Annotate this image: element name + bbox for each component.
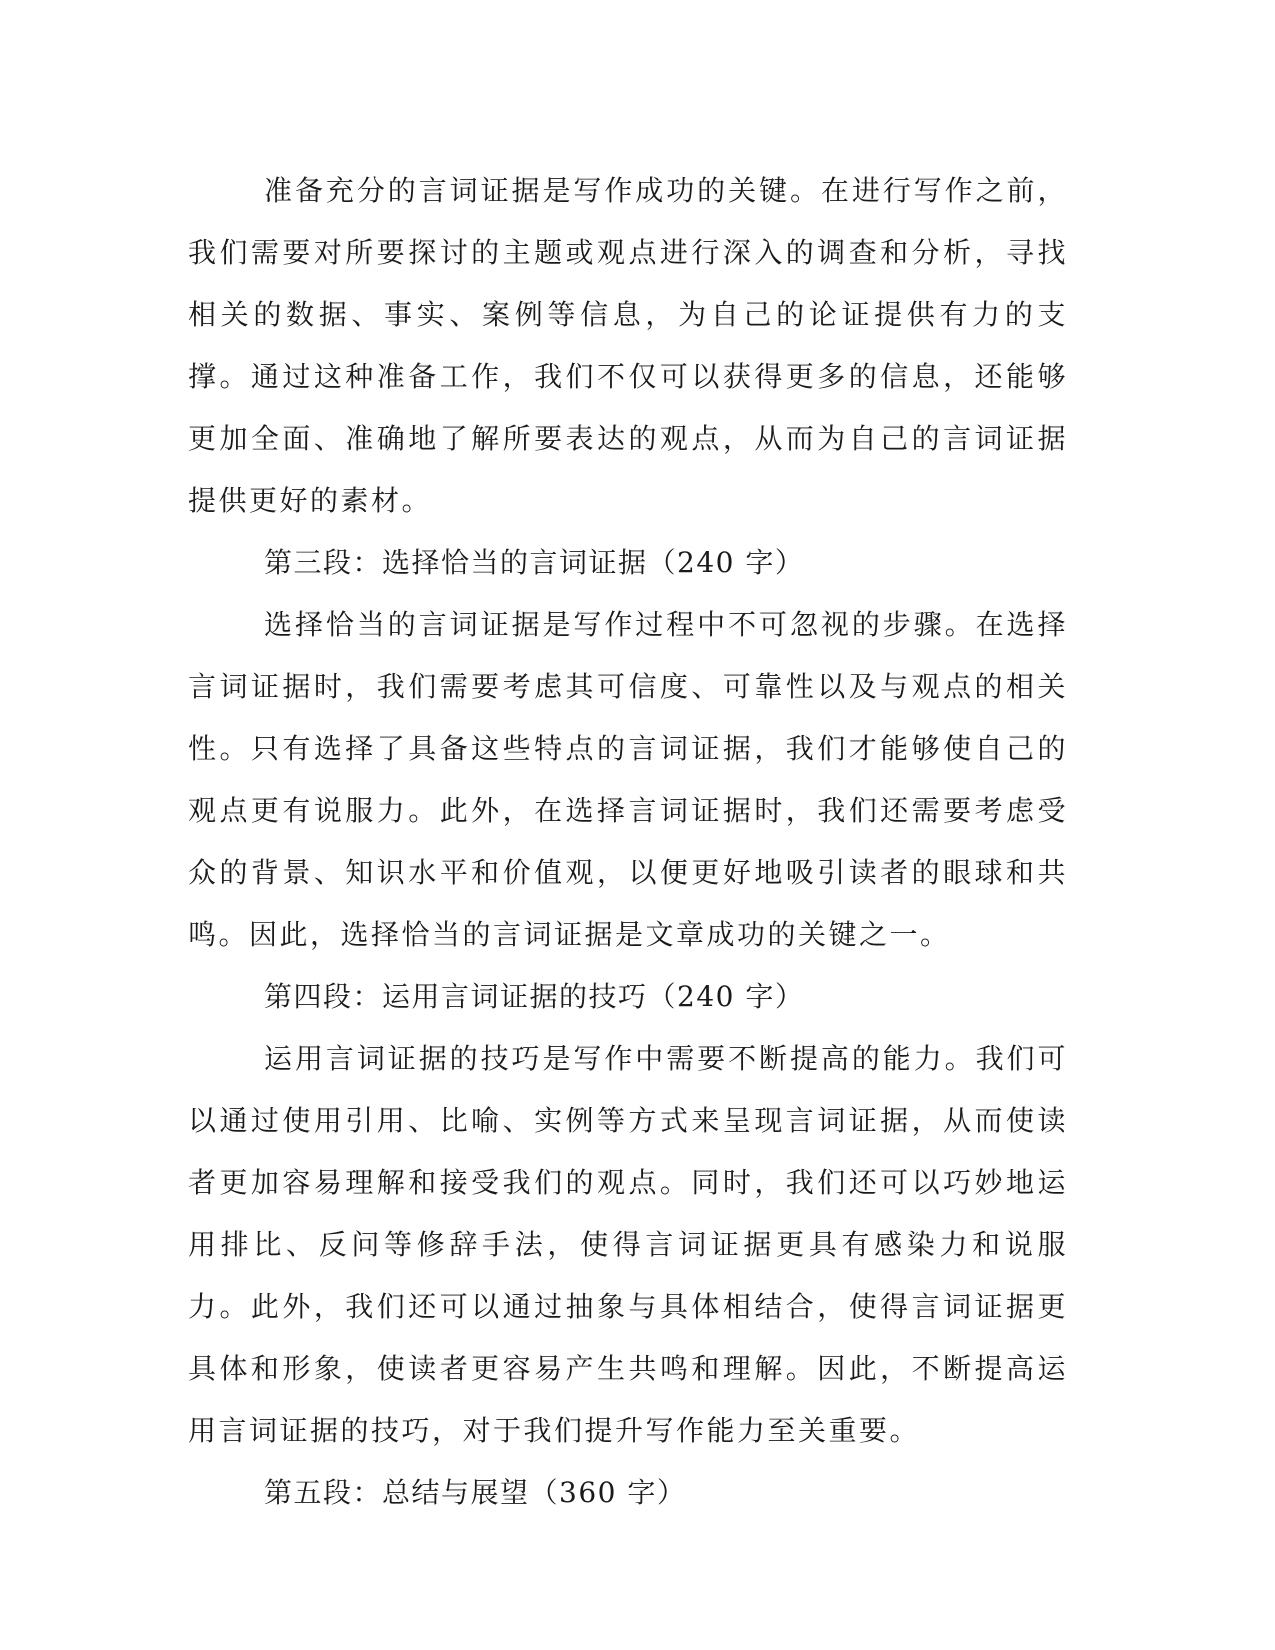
section-heading-4: 第四段：运用言词证据的技巧（240 字）: [264, 980, 805, 1013]
document-body: [188, 160, 1068, 1524]
section-heading-3: 第三段：选择恰当的言词证据（240 字）: [264, 546, 805, 579]
paragraph-selection: 选择恰当的言词证据是写作过程中不可忽视的步骤。在选择言词证据时，我们需要考虑其可信度、可靠性以及与观点的相关性。只有选择了具备这些特点的言词证据，我们才能够使自己的观点更有说服力。此外，在选择言词证据时，我们还需要考虑受众的背景、知识水平和价值观，以便更好地吸引读者的眼球和共鸣。因此，选择恰当的言词证据是文章成功的关键之一。: [188, 608, 1068, 951]
section-heading-5: 第五段：总结与展望（360 字）: [264, 1476, 687, 1509]
paragraph-techniques: 运用言词证据的技巧是写作中需要不断提高的能力。我们可以通过使用引用、比喻、实例等方式来呈现言词证据，从而使读者更加容易理解和接受我们的观点。同时，我们还可以巧妙地运用排比、反问等修辞手法，使得言词证据更具有感染力和说服力。此外，我们还可以通过抽象与具体相结合，使得言词证据更具体和形象，使读者更容易产生共鸣和理解。因此，不断提高运用言词证据的技巧，对于我们提升写作能力至关重要。: [188, 1042, 1068, 1447]
paragraph-preparation: 准备充分的言词证据是写作成功的关键。在进行写作之前，我们需要对所要探讨的主题或观点进行深入的调查和分析，寻找相关的数据、事实、案例等信息，为自己的论证提供有力的支撑。通过这种准备工作，我们不仅可以获得更多的信息，还能够更加全面、准确地了解所要表达的观点，从而为自己的言词证据提供更好的素材。: [188, 174, 1068, 517]
